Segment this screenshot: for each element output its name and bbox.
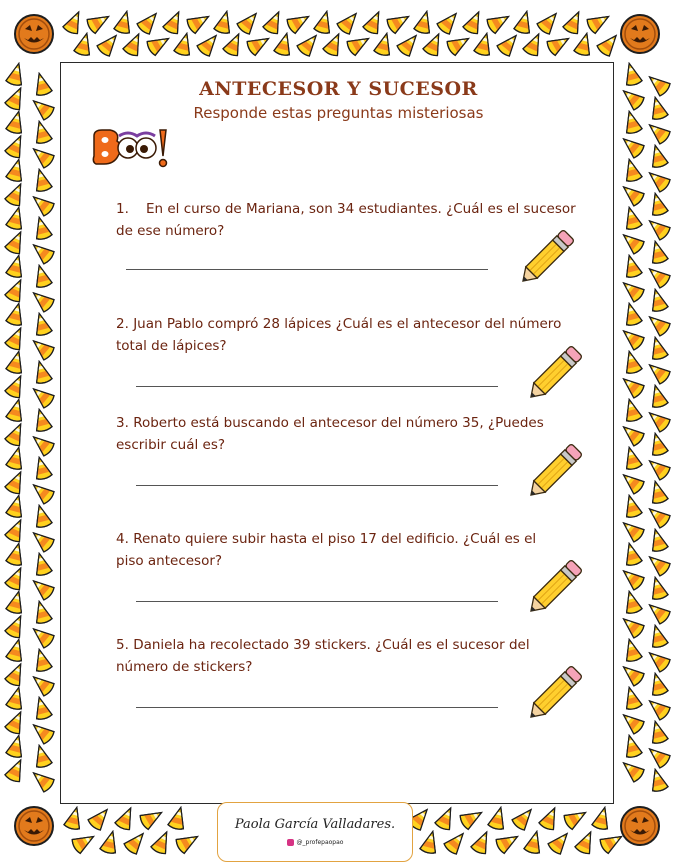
question-text: Juan Pablo compró 28 lápices ¿Cuál es el antecesor del número total de lápices? bbox=[116, 316, 562, 354]
candy-corn-icon bbox=[5, 733, 26, 758]
candy-corn-icon bbox=[4, 757, 28, 784]
candy-corn-icon bbox=[31, 695, 52, 720]
candy-corn-icon bbox=[413, 9, 434, 34]
pencil-icon bbox=[520, 554, 590, 620]
candy-corn-icon bbox=[585, 10, 612, 35]
candy-corn-icon bbox=[28, 767, 55, 793]
answer-line-1[interactable] bbox=[126, 269, 488, 270]
candy-corn-icon bbox=[85, 10, 112, 35]
candy-corn-icon bbox=[70, 830, 97, 855]
instagram-icon bbox=[287, 839, 294, 846]
candy-corn-icon bbox=[647, 383, 668, 408]
candy-corn-icon bbox=[647, 431, 668, 456]
candy-corn-icon bbox=[647, 143, 668, 168]
question-3 bbox=[116, 412, 556, 456]
candy-corn-icon bbox=[618, 229, 645, 255]
candy-corn-icon bbox=[4, 133, 28, 160]
candy-corn-icon bbox=[28, 239, 55, 265]
candy-corn-icon bbox=[644, 215, 671, 241]
candy-corn-icon bbox=[547, 828, 573, 855]
candy-corn-icon bbox=[647, 527, 668, 552]
candy-corn-icon bbox=[647, 719, 668, 744]
candy-corn-icon bbox=[538, 805, 562, 832]
candy-corn-icon bbox=[162, 9, 186, 36]
candy-corn-icon bbox=[647, 287, 668, 312]
candy-corn-icon bbox=[31, 599, 52, 624]
candy-corn-icon bbox=[5, 445, 26, 470]
candy-corn-icon bbox=[73, 31, 94, 56]
answer-line-2[interactable] bbox=[136, 386, 498, 387]
candy-corn-icon bbox=[4, 277, 28, 304]
candy-corn-icon bbox=[562, 9, 586, 36]
candy-corn-icon bbox=[28, 431, 55, 457]
pencil-icon bbox=[512, 224, 582, 290]
candy-corn-icon bbox=[618, 613, 645, 639]
candy-corn-icon bbox=[618, 709, 645, 735]
candy-corn-icon bbox=[28, 527, 55, 553]
candy-corn-icon bbox=[4, 229, 28, 256]
candy-corn-icon bbox=[647, 335, 668, 360]
pencil-icon bbox=[520, 438, 590, 504]
candy-corn-icon bbox=[213, 9, 234, 34]
candy-corn-icon bbox=[31, 407, 52, 432]
candy-corn-icon bbox=[644, 359, 671, 385]
candy-corn-icon bbox=[494, 830, 521, 855]
author-credit-box bbox=[217, 802, 413, 862]
candy-corn-icon bbox=[236, 8, 262, 35]
candy-corn-icon bbox=[222, 31, 246, 58]
candy-corn-icon bbox=[373, 31, 394, 56]
candy-corn-icon bbox=[31, 743, 52, 768]
instagram-handle-text: @_profepaopao bbox=[296, 839, 344, 846]
candy-corn-icon bbox=[621, 445, 642, 470]
candy-corn-icon bbox=[114, 805, 138, 832]
candy-corn-icon bbox=[443, 828, 469, 855]
candy-corn-icon bbox=[28, 479, 55, 505]
candy-corn-icon bbox=[618, 517, 645, 543]
question-number: 2. bbox=[116, 316, 129, 332]
candy-corn-icon bbox=[621, 589, 642, 614]
candy-corn-icon bbox=[618, 373, 645, 399]
candy-corn-icon bbox=[245, 32, 272, 57]
candy-corn-icon bbox=[574, 829, 598, 856]
candy-corn-icon bbox=[487, 805, 508, 830]
question-text: Renato quiere subir hasta el piso 17 del edificio. ¿Cuál es el piso antecesor? bbox=[116, 531, 537, 569]
candy-corn-icon bbox=[536, 8, 562, 35]
candy-corn-icon bbox=[62, 9, 86, 36]
candy-corn-icon bbox=[618, 325, 645, 351]
candy-corn-icon bbox=[173, 31, 194, 56]
candy-corn-icon bbox=[618, 469, 645, 495]
candy-corn-icon bbox=[28, 143, 55, 169]
candy-corn-icon bbox=[5, 301, 26, 326]
candy-corn-icon bbox=[5, 493, 26, 518]
candy-corn-icon bbox=[434, 805, 458, 832]
candy-corn-icon bbox=[5, 157, 26, 182]
candy-corn-icon bbox=[167, 805, 188, 830]
candy-corn-icon bbox=[28, 575, 55, 601]
candy-corn-icon bbox=[185, 10, 212, 35]
candy-corn-icon bbox=[322, 31, 346, 58]
candy-corn-icon bbox=[262, 9, 286, 36]
question-text: En el curso de Mariana, son 34 estudiantes. ¿Cuál es el sucesor de ese número? bbox=[116, 201, 576, 239]
candy-corn-icon bbox=[462, 9, 486, 36]
question-1 bbox=[116, 198, 576, 242]
question-number: 3. bbox=[116, 415, 129, 431]
candy-corn-icon bbox=[5, 685, 26, 710]
candy-corn-icon bbox=[296, 30, 322, 57]
candy-corn-icon bbox=[591, 805, 612, 830]
instagram-handle bbox=[218, 839, 412, 846]
candy-corn-icon bbox=[647, 239, 668, 264]
candy-corn-icon bbox=[31, 455, 52, 480]
candy-corn-icon bbox=[522, 31, 546, 58]
candy-corn-icon bbox=[647, 767, 668, 792]
candy-corn-icon bbox=[336, 8, 362, 35]
candy-corn-icon bbox=[647, 575, 668, 600]
candy-corn-icon bbox=[621, 397, 642, 422]
candy-corn-icon bbox=[138, 806, 165, 831]
candy-corn-icon bbox=[562, 806, 589, 831]
candy-corn-icon bbox=[644, 263, 671, 289]
pencil-icon bbox=[520, 340, 590, 406]
candy-corn-icon bbox=[545, 32, 572, 57]
candy-corn-icon bbox=[28, 719, 55, 745]
candy-corn-icon bbox=[436, 8, 462, 35]
candy-corn-icon bbox=[644, 743, 671, 769]
candy-corn-icon bbox=[621, 205, 642, 230]
author-name: Paola García Valladares. bbox=[234, 817, 396, 832]
candy-corn-icon bbox=[31, 215, 52, 240]
candy-corn-icon bbox=[4, 517, 28, 544]
candy-corn-icon bbox=[618, 421, 645, 447]
candy-corn-icon bbox=[5, 253, 26, 278]
candy-corn-icon bbox=[511, 804, 537, 831]
candy-corn-icon bbox=[31, 119, 52, 144]
candy-corn-icon bbox=[5, 205, 26, 230]
question-number: 4. bbox=[116, 531, 129, 547]
candy-corn-icon bbox=[28, 671, 55, 697]
candy-corn-icon bbox=[362, 9, 386, 36]
candy-corn-icon bbox=[31, 359, 52, 384]
candy-corn-icon bbox=[4, 469, 28, 496]
candy-corn-icon bbox=[4, 709, 28, 736]
candy-corn-icon bbox=[621, 733, 642, 758]
candy-corn-icon bbox=[4, 373, 28, 400]
candy-corn-icon bbox=[31, 551, 52, 576]
candy-corn-icon bbox=[647, 623, 668, 648]
candy-corn-icon bbox=[28, 287, 55, 313]
page-title: ANTECESOR Y SUCESOR bbox=[199, 78, 478, 100]
candy-corn-icon bbox=[96, 30, 122, 57]
candy-corn-icon bbox=[31, 503, 52, 528]
candy-corn-icon bbox=[644, 647, 671, 673]
candy-corn-icon bbox=[31, 311, 52, 336]
candy-corn-icon bbox=[644, 455, 671, 481]
candy-corn-icon bbox=[644, 119, 671, 145]
candy-corn-icon bbox=[4, 421, 28, 448]
candy-corn-icon bbox=[273, 31, 294, 56]
answer-line-3[interactable] bbox=[136, 485, 498, 486]
candy-corn-icon bbox=[5, 349, 26, 374]
candy-corn-icon bbox=[621, 493, 642, 518]
candy-corn-icon bbox=[174, 830, 201, 855]
question-text: Roberto está buscando el antecesor del número 35, ¿Puedes escribir cuál es? bbox=[116, 415, 544, 453]
candy-corn-icon bbox=[596, 30, 622, 57]
page-subtitle: Responde estas preguntas misteriosas bbox=[193, 104, 484, 122]
candy-corn-icon bbox=[419, 829, 440, 854]
candy-corn-icon bbox=[573, 31, 594, 56]
candy-corn-icon bbox=[644, 551, 671, 577]
candy-corn-icon bbox=[150, 829, 174, 856]
pencil-icon bbox=[520, 660, 590, 726]
candy-corn-icon bbox=[621, 253, 642, 278]
candy-corn-icon bbox=[621, 637, 642, 662]
candy-corn-icon bbox=[621, 349, 642, 374]
candy-corn-icon bbox=[647, 671, 668, 696]
candy-corn-icon bbox=[618, 133, 645, 159]
candy-corn-icon bbox=[313, 9, 334, 34]
candy-corn-icon bbox=[28, 623, 55, 649]
candy-corn-icon bbox=[99, 829, 120, 854]
candy-corn-icon bbox=[113, 9, 134, 34]
candy-corn-icon bbox=[445, 32, 472, 57]
candy-corn-icon bbox=[621, 685, 642, 710]
answer-line-5[interactable] bbox=[136, 707, 498, 708]
candy-corn-icon bbox=[136, 8, 162, 35]
candy-corn-icon bbox=[31, 167, 52, 192]
candy-corn-icon bbox=[4, 325, 28, 352]
candy-corn-icon bbox=[621, 157, 642, 182]
candy-corn-icon bbox=[31, 647, 52, 672]
candy-corn-icon bbox=[5, 589, 26, 614]
question-5 bbox=[116, 634, 581, 678]
candy-corn-icon bbox=[5, 637, 26, 662]
candy-corn-icon bbox=[4, 661, 28, 688]
candy-corn-icon bbox=[644, 311, 671, 337]
candy-corn-icon bbox=[5, 541, 26, 566]
candy-corn-icon bbox=[28, 335, 55, 361]
question-4 bbox=[116, 528, 566, 572]
candy-corn-icon bbox=[4, 613, 28, 640]
candy-corn-icon bbox=[644, 695, 671, 721]
candy-corn-icon bbox=[145, 32, 172, 57]
candy-corn-icon bbox=[513, 9, 534, 34]
candy-corn-icon bbox=[4, 565, 28, 592]
candy-corn-icon bbox=[470, 829, 494, 856]
candy-corn-icon bbox=[473, 31, 494, 56]
question-text: Daniela ha recolectado 39 stickers. ¿Cuál es el sucesor del número de stickers? bbox=[116, 637, 530, 675]
answer-line-4[interactable] bbox=[136, 601, 498, 602]
candy-corn-icon bbox=[618, 565, 645, 591]
candy-corn-icon bbox=[123, 828, 149, 855]
candy-corn-icon bbox=[485, 10, 512, 35]
candy-corn-icon bbox=[422, 31, 446, 58]
candy-corn-icon bbox=[122, 31, 146, 58]
candy-corn-icon bbox=[4, 181, 28, 208]
candy-corn-icon bbox=[618, 181, 645, 207]
boo-icon bbox=[90, 126, 170, 170]
candy-corn-icon bbox=[644, 599, 671, 625]
candy-corn-icon bbox=[285, 10, 312, 35]
candy-corn-icon bbox=[496, 30, 522, 57]
candy-corn-icon bbox=[618, 661, 645, 687]
candy-corn-icon bbox=[345, 32, 372, 57]
candy-corn-icon bbox=[647, 191, 668, 216]
candy-corn-icon bbox=[28, 191, 55, 217]
candy-corn-icon bbox=[647, 479, 668, 504]
candy-corn-icon bbox=[396, 30, 422, 57]
candy-corn-icon bbox=[618, 277, 645, 303]
candy-corn-icon bbox=[618, 757, 645, 783]
candy-corn-icon bbox=[63, 805, 84, 830]
candy-corn-icon bbox=[31, 263, 52, 288]
candy-corn-icon bbox=[523, 829, 544, 854]
candy-corn-icon bbox=[644, 407, 671, 433]
candy-corn-icon bbox=[196, 30, 222, 57]
candy-corn-icon bbox=[28, 383, 55, 409]
candy-corn-icon bbox=[5, 397, 26, 422]
candy-corn-icon bbox=[644, 503, 671, 529]
candy-corn-icon bbox=[87, 804, 113, 831]
question-2 bbox=[116, 313, 566, 357]
candy-corn-icon bbox=[458, 806, 485, 831]
question-number: 5. bbox=[116, 637, 129, 653]
candy-corn-icon bbox=[621, 301, 642, 326]
candy-corn-icon bbox=[385, 10, 412, 35]
question-number: 1. bbox=[116, 201, 129, 217]
candy-corn-icon bbox=[621, 541, 642, 566]
candy-corn-icon bbox=[644, 167, 671, 193]
